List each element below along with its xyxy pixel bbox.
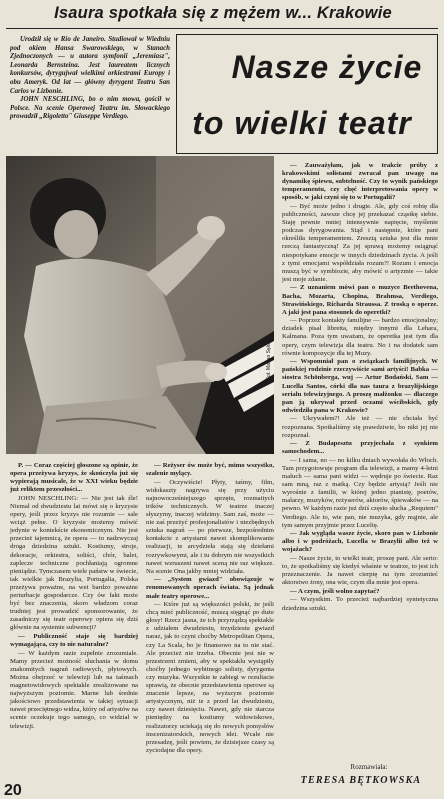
- column-paragraph: — Które już są większości polski, że jeśli chcą mieć publiczność, muszą sięgnąć po duże głosy! Rzecz jasna, że ich przyrządzą spektakle z udziałem dwudziestu, trzydziestu gwiazd naraz, jak to czyni choćby Metropolitan Opera, czy La Scala, bo je finansowo na to nie stać. Ale przecież nie trzeba. Obecnie jest nie w przestrzeni zmieni, aby w spektaklu wystąpiły choćby jednego wybitnego solisty, dyrygenta czy muzyka. Wszystkie te zabiegi w rezultacie sprawią, że obecnie przedstawienia operowe są znacznie lepsze, na wyższym poziomie artystycznym, niż te z przed lat dwudziestu, czy nawet dziesięciu. Nawet, gdy nie starcza pieniędzy na kostiumy widowiskowe, realizatorzy uciekają się do nowych pomysłów inscenizatorskich, nowych idei. Wcale nie przesadzę, jeśli powiem, że dzisiejsze czasy są zyciodajne dla opery.: [146, 601, 274, 754]
- intro-lead: [10, 36, 170, 122]
- byline-label: Rozmawiała:: [350, 763, 388, 771]
- main-title-box: [176, 34, 438, 154]
- main-title-line-1: Nasze życie: [231, 49, 423, 85]
- column-paragraph: — Jak wygląda wasze życie, skoro pan w Lizbonie albo i w podróżach, Lucella w Brazylii albo też w wojażach?: [282, 530, 438, 554]
- photo-credit: Fot. Marian Sęka: [266, 341, 272, 380]
- column-paragraph: — Wspomniał pan o związkach familijnych. W pańskiej rodzinie rzeczywiście sami artyści! Babka — siostra Schönberga, wuj — Artur Bodański, Sam — Lucella Santos, córki dla nas taura z brazylijskiego serialu telewizyjnego. A proszę małżonku — dlaczego pan ją ukrywał przed oczami wścibskich, gdy odwiedziła pana w Krakowie?: [282, 358, 438, 414]
- column-paragraph: — Oczywiście! Płyty, taśmy, film, widokaszty nagrywa się przy użyciu najnowocześniejszego sprzętu, rozmaitych trików technicznych. W teatrze inaczej słyszymy, inaczej widzimy. Sam zaś, może — nie zaś przeżyć profesjonalistów i niezbędnych sztuka nagrań — po pierwsze, bezpośrednim kontakcie z artystami nawet skomplikowanie realizacji, te arcydzieła stają się dziełami rozrywkowymi, ale i tu dobrym nie wszystkich nawet wzruszeni nawet sceną nie raz większe. Na scenie Ona jakby mniej widziała.: [146, 478, 274, 575]
- header-rule: [6, 28, 438, 29]
- conductor-photo-image: [6, 156, 274, 454]
- article-column-1: [10, 462, 138, 731]
- column-paragraph: P. — Coraz częściej głoszone są opinie, że opera przeżywa kryzys, że skończyła już się wypierają musicale, że w XXI wieku będzie już reliktem przeszłości...: [10, 462, 138, 494]
- column-paragraph: — Poprzez kontakty familijne — bardzo emocjonalny; dziadek pisał libretta, między innymi dla Lehara, Kalmana. Poza tym uważam, że operetka jest tym dla opery, czym telewizja dla teatru. No i na dodatek sam równie kompozycje dla tej Muzy.: [282, 317, 438, 357]
- column-paragraph: — Publiczność staje się bardziej wymagająca, czy to nie naturalne?: [10, 632, 138, 649]
- article-column-3: [282, 162, 438, 613]
- column-paragraph: JOHN NESCHLING: — Nie jest tak źle! Niemal od dwudziestu lat mówi się o kryzysie opery, jeśli przez kryzys nie rozumie — sale wciąż pełne. O kryzysie możemy mówić jedynie w kontekście ekonomicznym. Nie jest przecież tajemnicą, że opera — to nadzwyczaj droga dziedzina sztuki. Kostiumy, stroje, dekoracje, orkiestra, soliści, chór, balet, zaplecze techniczne pochłaniają ogromne pieniądze. Tymczasem wiele państw w świecie, tak wielkie jak Brazylia, Portugalia, Polska przeżywa poważne, na wet bardzo poważne perturbacje gospodarcze. Czy ów fakt może być bez znaczenia, skoro władzom coraz trudniej jest prowadzić sponsorowanie, że zasadniczy się teatr operowy opiera się dziś głównie na systemie subwencji?: [10, 494, 138, 632]
- column-paragraph: — Nasze życie, to wielki teatr, proszę pani. Ale serio: to, że spotkaliśmy się kiedyś właśnie w teatrze, to jest ich przeznaczenie. Ja nawet cierpię na tym zrozumieć aktorstwo żony, ona wie, czym dla mnie jest opera.: [282, 555, 438, 587]
- column-paragraph: — Zauważyłam, jak w trakcie próby z krakowskimi solistami zwracał pan uwagę na dynamikę śpiewu, subtelność. Czy to wynik pańskiego temperamentu, czy chęć interpretowania opery w sposób, w jaki czyni się to w Portugalii?: [282, 162, 438, 202]
- page-number: 20: [4, 782, 22, 799]
- column-paragraph: — Ukrywałem?! Ale też — nie chciała być rozpoznana. Spotkaliśmy się prawdziwie, bo nikt jej nie rozpoznał.: [282, 415, 438, 439]
- conductor-photo: [6, 156, 274, 454]
- column-paragraph: — Z uznaniem mówi pan o muzyce Beethovena, Bacha, Mozarta, Chopina, Brahmsa, Verdiego, Strawińskiego, Richarda Straussa. Z troską o operze. A jaki jest pana stosunek do operetki?: [282, 284, 438, 316]
- article-top-headline: Isaura spotkała się z mężem w... Krakowie: [54, 4, 392, 22]
- column-paragraph: — Z Budapesztu przyjechała z synkiem samochodem...: [282, 440, 438, 456]
- intro-paragraph: Urodził się w Rio de Janeiro. Studiował w Wiedniu pod okiem Hansa Swarowskiego, w Stanach Zjednoczonych — u autora symfonii „Jeremiasz", Leonarda Bernsteina. Jest laureatem licznych konkursów, dyrygujwał wielkimi orkiestrami Europy i obu Ameryk. Od lat — główny dyrygent Teatru San Carlos w Lizbonie.: [10, 36, 170, 95]
- intro-paragraph: JOHN NESCHLING, bo o nim mowa, gościł w Polsce. Na scenie Operowej Teatru im. Słowackiego prowadził „Rigoletto" Giuseppe Verdiego.: [10, 96, 170, 121]
- article-column-2: [146, 462, 274, 755]
- column-paragraph: — I sama, no — no kilku dniach wywołała do Włoch. Tam przygotowuje program dla telewizji, a mamy 4-letni maluch — sama pani widzi — wędruje po świecie. Raz sam mną, raz z matką. Czy będzie artystą? Jeśli nie wyrośnie z familii, w której jedno pianistę, poetów, malarzy, muzyków, reżyserów, aktorów, śpiewaków — na pewno. W każdym razie już dziś często słucha „Requiem" Verdiego. Ale to, wie pan, nie muzyka, gdy mąjnie, ale tym samym przyjmie przez Lucelię.: [282, 456, 438, 529]
- byline-author: TERESA BĘTKOWSKA: [300, 775, 422, 786]
- column-paragraph: — Być może jedno i drugie. Ale, gdy coś robię dla publiczności, zawsze chcę jej przekazać cząstkę siebie. Staję pewnie mniej intensywnie napięcie, myślenie podczas dyrygowania. Stąd i następnie, które pani określiła temperamentem. Zresztą sztuka jest dla mnie rzeczą fantastyczną! Za jej sprawą możemy osiągnąć niespotykane emocje w innych dziedzinach życia. A jeśli z tymi emocjami współdziała rozum?! Rozum i emocja muszą być w symbiozie, aby mówić o artyzmie — takie jest moje zdanie.: [282, 202, 438, 283]
- column-paragraph: — Reżyser ów może być, mimo wszystko, szalenie mylący.: [146, 462, 274, 478]
- main-title-line-2: to wielki teatr: [192, 105, 412, 141]
- column-paragraph: — A czym, jeśli wolno zapytać?: [290, 587, 380, 595]
- column-paragraph: — Wszystkim. To przecież najbardziej syntetyczna dziedzina sztuki.: [282, 596, 438, 612]
- column-paragraph: — „System gwiazd" obowiązuje w renomowanych operach świata. Są jednak małe teatry operowe...: [146, 576, 274, 600]
- column-paragraph: — W każdym razie zupełnie zrozumiałe. Mamy przecież możność słuchania w domu znakomitych nagrań radiowych, płytowych. Można obejrzeć w telewizji lub na taśmach magnetowidowych spektakle zrealizowane na najwyższym poziomie. Marne lub średnie jakościowo przedstawienia w takiej sytuacji nawet przeciętnego widza, który od artystów na scenie oczekuje tego samego, co widział w telewizji.: [10, 649, 138, 730]
